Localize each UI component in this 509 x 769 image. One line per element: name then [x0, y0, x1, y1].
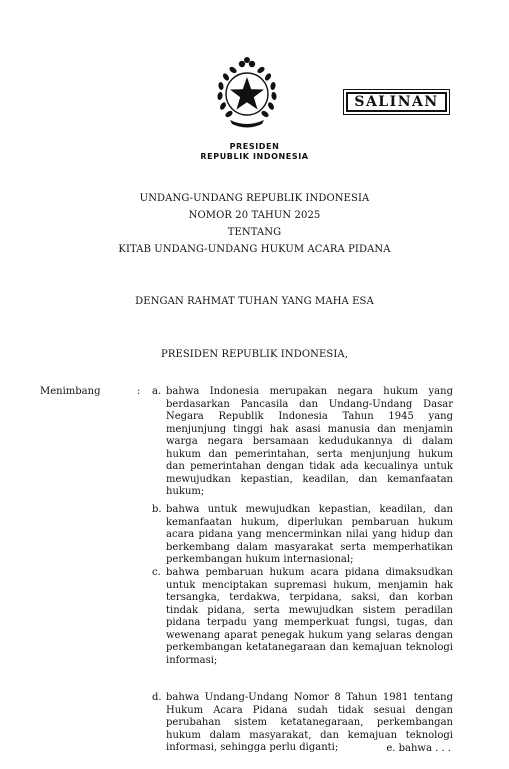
considering-colon: : [137, 386, 141, 397]
considering-item-line: mewujudkan kepastian, keadilan, dan kemanfaatan [166, 473, 453, 485]
considering-item-line: untuk menciptakan supremasi hukum, menjamin hak [166, 579, 453, 591]
considering-item-line: tersangka, terdakwa, terpidana, saksi, dan korban [166, 592, 453, 603]
law-title-line1: UNDANG-UNDANG REPUBLIK INDONESIA [139, 193, 370, 204]
considering-item-line: perkembangan ketatanegaraan dan kemajuan teknologi [166, 642, 453, 653]
considering-item-letter: c. [152, 567, 161, 578]
copy-stamp-label: SALINAN [346, 92, 447, 112]
law-number: NOMOR 20 TAHUN 2025 [188, 210, 321, 221]
considering-item-line: perkembangan hukum internasional; [166, 554, 354, 565]
considering-item-line: pidana terpadu yang memperkuat fungsi, tugas, dan [166, 617, 453, 628]
considering-item-line: informasi; [166, 654, 218, 666]
garuda-star-emblem-icon [214, 56, 280, 128]
considering-item-line: Negara Republik Indonesia Tahun 1945 yang [166, 411, 453, 422]
considering-item [152, 567, 453, 667]
considering-item-line: wewenang aparat penegak hukum yang selaras dengan [166, 629, 453, 641]
considering-item-line: dan pemerintahan dengan tidak ada kecualinya untuk [166, 461, 453, 472]
considering-item [152, 504, 453, 567]
considering-item-line: acara pidana yang mencerminkan nilai yang hidup dan [166, 529, 453, 540]
issuer-line [0, 349, 509, 360]
law-about: TENTANG [227, 227, 282, 238]
considering-item-line: bahwa untuk mewujudkan kepastian, keadilan, dan [166, 504, 453, 515]
considering-label: Menimbang [40, 386, 101, 397]
president-label: PRESIDEN [229, 142, 280, 151]
considering-item-line: menjunjung tinggi hak asasi manusia dan menjamin [166, 423, 453, 435]
considering-item-line: bahwa Undang-Undang Nomor 8 Tahun 1981 tentang [166, 692, 453, 703]
considering-item-line: berkembang dalam masyarakat serta memperhatikan [166, 541, 453, 553]
republic-label: REPUBLIK INDONESIA [200, 152, 309, 161]
considering-item-line: perubahan sistem ketatanegaraan, perkembangan [166, 717, 453, 728]
continuation-catchword: e. bahwa . . . [386, 743, 451, 754]
considering-item-line: bahwa pembaruan hukum acara pidana dimaksudkan [166, 567, 453, 578]
considering-item-line: hukum dalam masyarakat, dan kemajuan teknologi [166, 729, 453, 741]
considering-item-line: bahwa Indonesia merupakan negara hukum yang [166, 386, 453, 397]
considering-item-line: hukum; [166, 486, 205, 497]
considering-item-line: kemanfaatan hukum, diperlukan pembaruan hukum [166, 516, 453, 528]
considering-item-letter: a. [152, 386, 162, 397]
considering-item [152, 386, 453, 499]
blessing-line: DENGAN RAHMAT TUHAN YANG MAHA ESA [135, 296, 374, 307]
copy-stamp [343, 89, 450, 115]
considering-item-letter: b. [152, 504, 162, 515]
issuer-text: PRESIDEN REPUBLIK INDONESIA, [161, 349, 348, 360]
considering-item-letter: d. [152, 692, 162, 703]
considering-item-line: Hukum Acara Pidana sudah tidak sesuai dengan [166, 704, 453, 716]
considering-item-line: berdasarkan Pancasila dan Undang-Undang Dasar [166, 398, 453, 410]
law-subject: KITAB UNDANG-UNDANG HUKUM ACARA PIDANA [118, 244, 391, 255]
considering-item-line: hukum dan pemerintahan, serta menjunjung hukum [166, 448, 453, 460]
considering-item-line: tindak pidana, serta mewujudkan sistem peradilan [166, 604, 453, 616]
considering-item-line: warga negara bersamaan kedudukannya di dalam [166, 436, 453, 447]
considering-item-line: informasi, sehingga perlu diganti; [166, 742, 339, 753]
